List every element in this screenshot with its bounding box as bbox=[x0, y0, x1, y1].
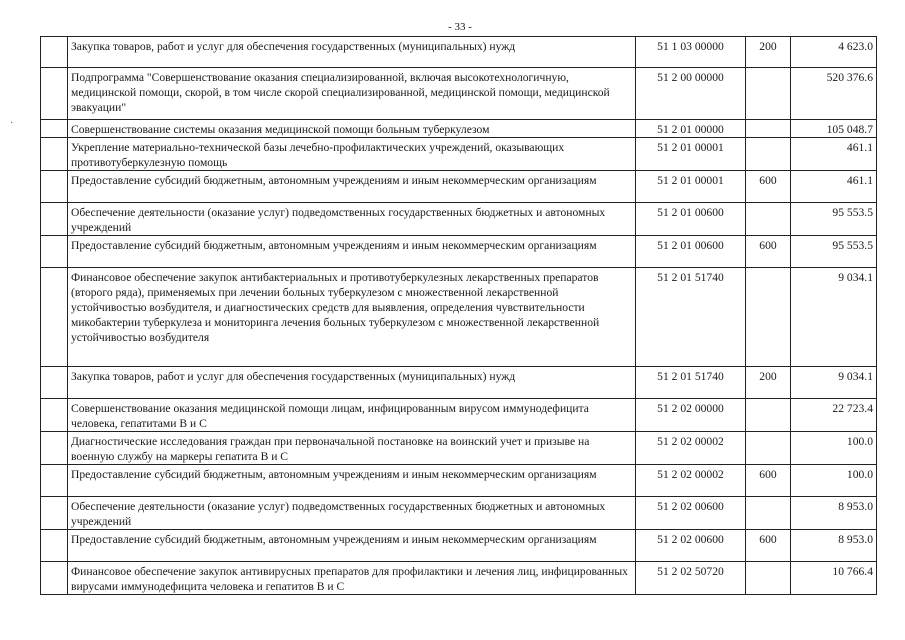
row-sum-cell: 8 953.0 bbox=[791, 530, 877, 562]
row-type-cell: 200 bbox=[746, 37, 791, 68]
row-name-cell: Диагностические исследования граждан при первоначальной постановке на воинский учет и призыве на военную службу на маркеры гепатита В и С bbox=[68, 432, 636, 465]
row-code-cell: 51 2 02 00600 bbox=[636, 530, 746, 562]
row-type-cell bbox=[746, 562, 791, 595]
row-name-cell: Предоставление субсидий бюджетным, автономным учреждениям и иным некоммерческим организациям bbox=[68, 171, 636, 203]
row-name-cell: Предоставление субсидий бюджетным, автономным учреждениям и иным некоммерческим организациям bbox=[68, 236, 636, 268]
row-type-cell bbox=[746, 268, 791, 367]
row-type-cell bbox=[746, 203, 791, 236]
table-row bbox=[41, 530, 877, 562]
row-type-cell bbox=[746, 497, 791, 530]
row-name-cell: Подпрограмма "Совершенствование оказания специализированной, включая высокотехнологичную, медицинской помощи, скорой, в том числе скорой специализированной, медицинской помощи, медицинской эвакуации" bbox=[68, 68, 636, 120]
row-index-cell bbox=[41, 432, 68, 465]
row-name-cell: Совершенствование системы оказания медицинской помощи больным туберкулезом bbox=[68, 120, 636, 138]
row-code-cell: 51 2 01 00000 bbox=[636, 120, 746, 138]
table-row bbox=[41, 138, 877, 171]
row-code-cell: 51 2 02 50720 bbox=[636, 562, 746, 595]
row-name-cell: Совершенствование оказания медицинской помощи лицам, инфицированным вирусом иммунодефицита человека, гепатитами В и С bbox=[68, 399, 636, 432]
table-row bbox=[41, 399, 877, 432]
row-code-cell: 51 2 00 00000 bbox=[636, 68, 746, 120]
row-index-cell bbox=[41, 465, 68, 497]
row-sum-cell: 9 034.1 bbox=[791, 367, 877, 399]
row-type-cell bbox=[746, 432, 791, 465]
table-row bbox=[41, 203, 877, 236]
table-row bbox=[41, 465, 877, 497]
row-index-cell bbox=[41, 37, 68, 68]
row-index-cell bbox=[41, 268, 68, 367]
row-name-cell: Предоставление субсидий бюджетным, автономным учреждениям и иным некоммерческим организациям bbox=[68, 530, 636, 562]
row-index-cell bbox=[41, 497, 68, 530]
row-type-cell: 600 bbox=[746, 171, 791, 203]
row-index-cell bbox=[41, 138, 68, 171]
row-sum-cell: 9 034.1 bbox=[791, 268, 877, 367]
row-type-cell: 600 bbox=[746, 236, 791, 268]
row-code-cell: 51 2 01 00600 bbox=[636, 236, 746, 268]
row-index-cell bbox=[41, 120, 68, 138]
row-sum-cell: 22 723.4 bbox=[791, 399, 877, 432]
row-code-cell: 51 2 02 00002 bbox=[636, 432, 746, 465]
row-name-cell: Укрепление материально-технической базы лечебно-профилактических учреждений, оказывающих противотуберкулезную помощь bbox=[68, 138, 636, 171]
row-code-cell: 51 2 01 00600 bbox=[636, 203, 746, 236]
row-index-cell bbox=[41, 236, 68, 268]
table-row bbox=[41, 37, 877, 68]
row-sum-cell: 95 553.5 bbox=[791, 203, 877, 236]
row-name-cell: Предоставление субсидий бюджетным, автономным учреждениям и иным некоммерческим организациям bbox=[68, 465, 636, 497]
row-index-cell bbox=[41, 68, 68, 120]
table-row bbox=[41, 171, 877, 203]
row-name-cell: Закупка товаров, работ и услуг для обеспечения государственных (муниципальных) нужд bbox=[68, 37, 636, 68]
row-index-cell bbox=[41, 203, 68, 236]
row-code-cell: 51 2 02 00600 bbox=[636, 497, 746, 530]
row-index-cell bbox=[41, 530, 68, 562]
row-sum-cell: 461.1 bbox=[791, 138, 877, 171]
row-sum-cell: 95 553.5 bbox=[791, 236, 877, 268]
row-index-cell bbox=[41, 399, 68, 432]
row-code-cell: 51 2 01 51740 bbox=[636, 268, 746, 367]
page-number: - 33 - bbox=[448, 21, 472, 33]
row-type-cell: 200 bbox=[746, 367, 791, 399]
table-row bbox=[41, 120, 877, 138]
budget-table bbox=[40, 36, 877, 595]
table-row bbox=[41, 268, 877, 367]
row-index-cell bbox=[41, 171, 68, 203]
row-index-cell bbox=[41, 367, 68, 399]
table-row bbox=[41, 367, 877, 399]
row-name-cell: Финансовое обеспечение закупок антибактериальных и противотуберкулезных лекарственных препаратов (второго ряда), применяемых при лечении больных туберкулезом с множественной лекарственной устойчивостью возбудителя, и диагностических средств для выявления, определения чувствительности микобактерии туберкулеза и мониторинга лечения больных туберкулезом с множественной лекарственной устойчивостью возбудителя bbox=[68, 268, 636, 367]
row-sum-cell: 461.1 bbox=[791, 171, 877, 203]
row-name-cell: Обеспечение деятельности (оказание услуг) подведомственных государственных бюджетных и автономных учреждений bbox=[68, 203, 636, 236]
table-row bbox=[41, 236, 877, 268]
row-name-cell: Финансовое обеспечение закупок антивирусных препаратов для профилактики и лечения лиц, инфицированных вирусами иммунодефицита человека и гепатитов В и С bbox=[68, 562, 636, 595]
row-sum-cell: 8 953.0 bbox=[791, 497, 877, 530]
row-type-cell: 600 bbox=[746, 530, 791, 562]
row-code-cell: 51 1 03 00000 bbox=[636, 37, 746, 68]
row-sum-cell: 520 376.6 bbox=[791, 68, 877, 120]
row-sum-cell: 100.0 bbox=[791, 465, 877, 497]
table-row bbox=[41, 432, 877, 465]
table-row bbox=[41, 68, 877, 120]
table-row bbox=[41, 562, 877, 595]
row-sum-cell: 105 048.7 bbox=[791, 120, 877, 138]
row-type-cell bbox=[746, 399, 791, 432]
table-row bbox=[41, 497, 877, 530]
row-name-cell: Обеспечение деятельности (оказание услуг) подведомственных государственных бюджетных и автономных учреждений bbox=[68, 497, 636, 530]
row-sum-cell: 4 623.0 bbox=[791, 37, 877, 68]
row-type-cell: 600 bbox=[746, 465, 791, 497]
row-code-cell: 51 2 02 00000 bbox=[636, 399, 746, 432]
row-code-cell: 51 2 02 00002 bbox=[636, 465, 746, 497]
row-name-cell: Закупка товаров, работ и услуг для обеспечения государственных (муниципальных) нужд bbox=[68, 367, 636, 399]
row-type-cell bbox=[746, 68, 791, 120]
row-code-cell: 51 2 01 51740 bbox=[636, 367, 746, 399]
row-code-cell: 51 2 01 00001 bbox=[636, 171, 746, 203]
row-type-cell bbox=[746, 138, 791, 171]
row-sum-cell: 100.0 bbox=[791, 432, 877, 465]
margin-mark: · bbox=[10, 118, 14, 129]
row-type-cell bbox=[746, 120, 791, 138]
row-code-cell: 51 2 01 00001 bbox=[636, 138, 746, 171]
row-sum-cell: 10 766.4 bbox=[791, 562, 877, 595]
budget-table-body bbox=[41, 37, 877, 595]
row-index-cell bbox=[41, 562, 68, 595]
